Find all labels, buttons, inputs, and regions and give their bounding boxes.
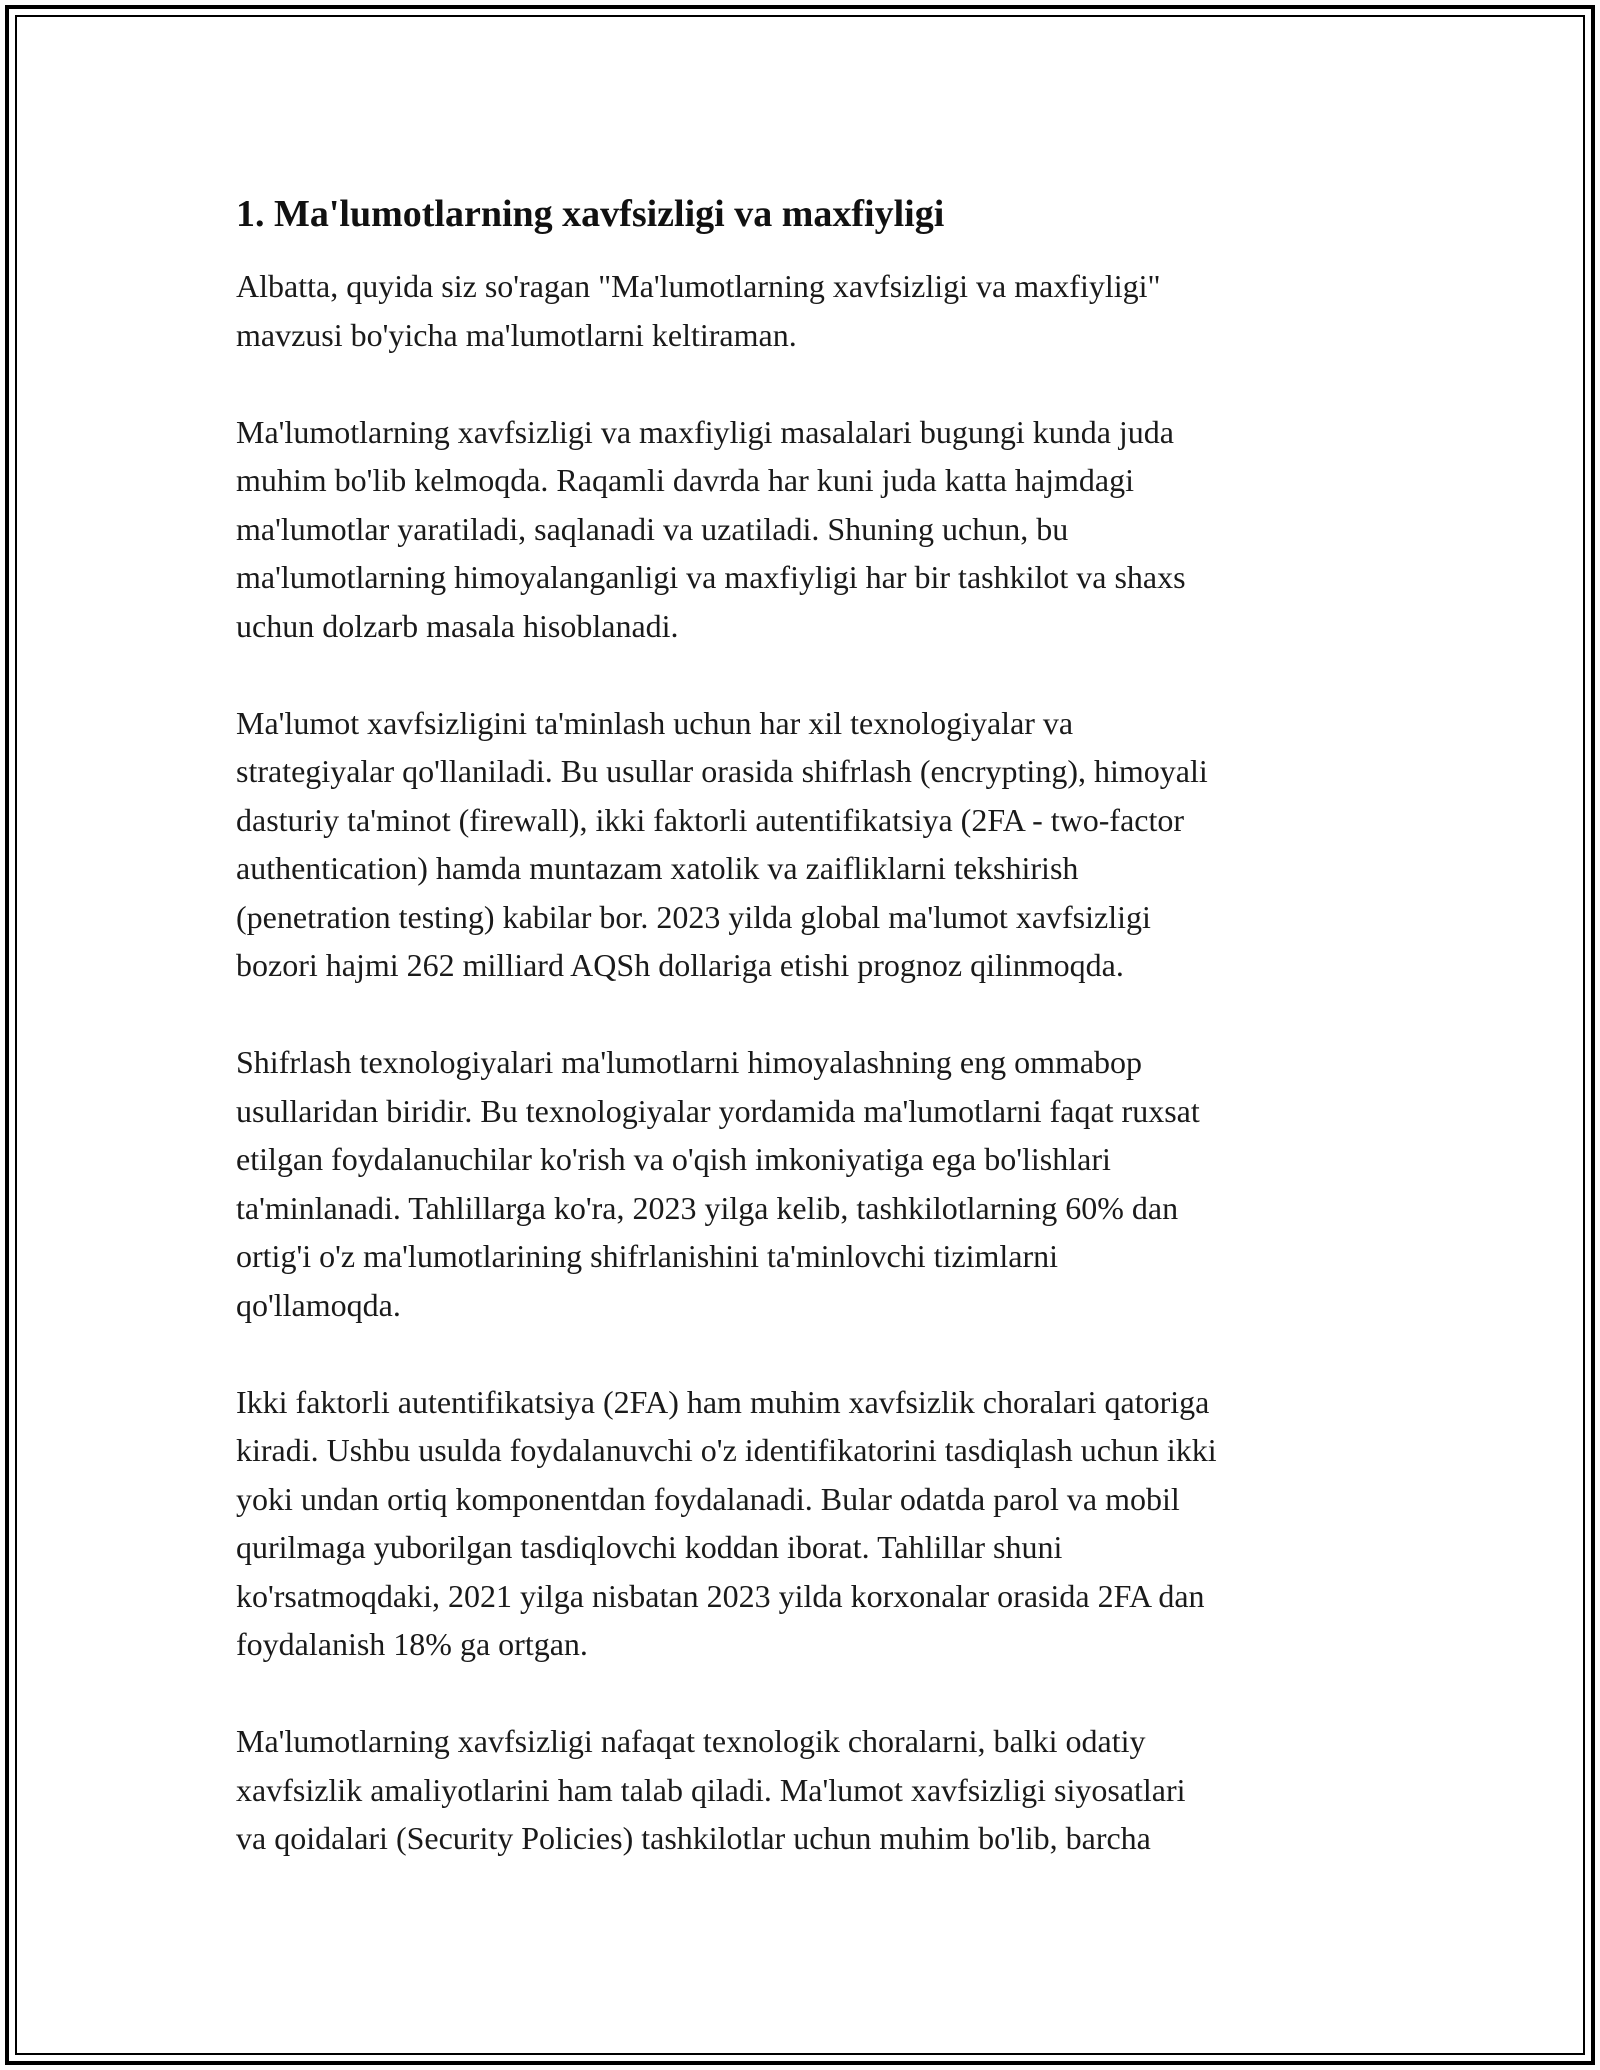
text-line: qurilmaga yuborilgan tasdiqlovchi koddan iborat. Tahlillar shuni bbox=[236, 1529, 1063, 1565]
text-line: bozori hajmi 262 milliard AQSh dollariga etishi prognoz qilinmoqda. bbox=[236, 947, 1124, 983]
text-line: dasturiy ta'minot (firewall), ikki faktorli autentifikatsiya (2FA - two-factor bbox=[236, 801, 1185, 838]
text-line: etilgan foydalanuchilar ko'rish va o'qish imkoniyatiga ega bo'lishlari bbox=[236, 1141, 1111, 1177]
paragraph-policies bbox=[236, 1717, 1366, 1863]
text-line: (penetration testing) kabilar bor. 2023 yilda global ma'lumot xavfsizligi bbox=[236, 898, 1151, 935]
text-line: Ma'lumot xavfsizligini ta'minlash uchun har xil texnologiyalar va bbox=[236, 704, 1074, 741]
text-line: Ikki faktorli autentifikatsiya (2FA) ham muhim xavfsizlik choralari qatoriga bbox=[236, 1383, 1210, 1420]
text-line: Ma'lumotlarning xavfsizligi va maxfiyligi masalalari bugungi kunda juda bbox=[236, 413, 1174, 450]
text-line: ma'lumotlarning himoyalanganligi va maxfiyligi har bir tashkilot va shaxs bbox=[236, 559, 1186, 595]
text-line: qo'llamoqda. bbox=[236, 1286, 401, 1323]
text-line: strategiyalar qo'llaniladi. Bu usullar orasida shifrlash (encrypting), himoyali bbox=[236, 753, 1208, 789]
document-body bbox=[236, 186, 1366, 1911]
text-line: va qoidalari (Security Policies) tashkilotlar uchun muhim bo'lib, barcha bbox=[236, 1820, 1151, 1856]
text-line: ko'rsatmoqdaki, 2021 yilga nisbatan 2023 yilda korxonalar orasida 2FA dan bbox=[236, 1577, 1205, 1614]
text-line: Shifrlash texnologiyalari ma'lumotlarni himoyalashning eng ommabop bbox=[236, 1044, 1143, 1080]
text-line: uchun dolzarb masala hisoblanadi. bbox=[236, 607, 679, 644]
paragraph-intro bbox=[236, 262, 1366, 359]
text-line: kiradi. Ushbu usulda foydalanuvchi o'z identifikatorini tasdiqlash uchun ikki bbox=[236, 1432, 1217, 1468]
text-line: xavfsizlik amaliyotlarini ham talab qiladi. Ma'lumot xavfsizligi siyosatlari bbox=[236, 1771, 1186, 1808]
text-line: authentication) hamda muntazam xatolik va zaifliklarni tekshirish bbox=[236, 850, 1079, 886]
text-line: yoki undan ortiq komponentdan foydalanadi. Bular odatda parol va mobil bbox=[236, 1480, 1180, 1517]
text-line: Albatta, quyida siz so'ragan "Ma'lumotlarning xavfsizligi va maxfiyligi" bbox=[236, 268, 1161, 304]
paragraph-encryption bbox=[236, 1038, 1366, 1329]
text-line: muhim bo'lib kelmoqda. Raqamli davrda har kuni juda katta hajmdagi bbox=[236, 462, 1134, 498]
paragraph-technologies bbox=[236, 699, 1366, 990]
text-line: ma'lumotlar yaratiladi, saqlanadi va uzatiladi. Shuning uchun, bu bbox=[236, 510, 1069, 547]
text-line: ta'minlanadi. Tahlillarga ko'ra, 2023 yilga kelib, tashkilotlarning 60% dan bbox=[236, 1189, 1179, 1226]
paragraph-importance bbox=[236, 408, 1366, 651]
text-line: ortig'i o'z ma'lumotlarining shifrlanishini ta'minlovchi tizimlarni bbox=[236, 1238, 1059, 1274]
text-line: mavzusi bo'yicha ma'lumotlarni keltiraman. bbox=[236, 316, 797, 353]
text-line: Ma'lumotlarning xavfsizligi nafaqat texnologik choralarni, balki odatiy bbox=[236, 1723, 1146, 1759]
text-line: foydalanish 18% ga ortgan. bbox=[236, 1626, 588, 1662]
paragraph-2fa bbox=[236, 1378, 1366, 1669]
section-heading: 1. Ma'lumotlarning xavfsizligi va maxfiyligi bbox=[236, 193, 945, 235]
text-line: usullaridan biridir. Bu texnologiyalar yordamida ma'lumotlarni faqat ruxsat bbox=[236, 1092, 1200, 1129]
